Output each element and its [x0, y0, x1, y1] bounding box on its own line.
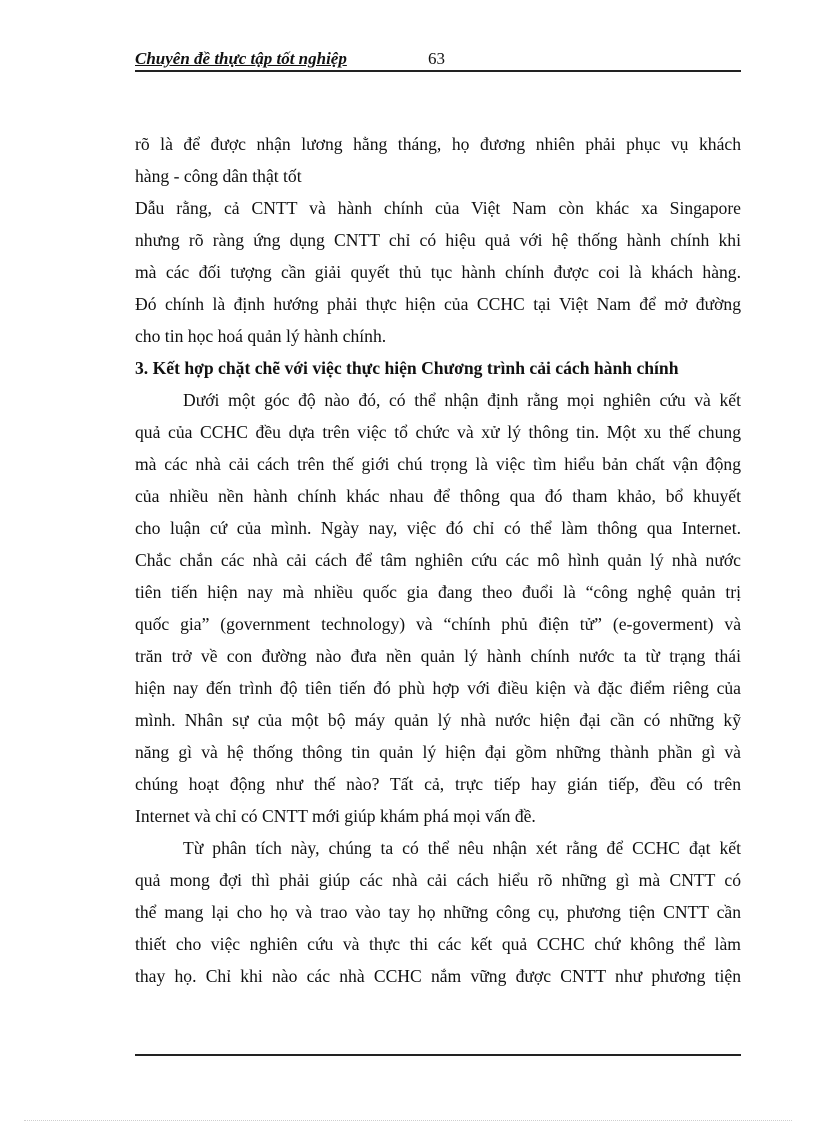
text-line: chúng hoạt động như thế nào? Tất cả, trực tiếp hay gián tiếp, đều có trên: [135, 774, 741, 794]
section-heading: 3. Kết hợp chặt chẽ với việc thực hiện Chương trình cải cách hành chính: [135, 358, 679, 378]
text-line: Đó chính là định hướng phải thực hiện của CCHC tại Việt Nam để mở đường: [135, 294, 741, 314]
text-line: quốc gia” (government technology) và “chính phủ điện tử” (e-goverment) và: [135, 614, 741, 634]
page-header: [135, 48, 741, 72]
text-line: thể mang lại cho họ và trao vào tay họ những công cụ, phương tiện CNTT cần: [135, 902, 741, 922]
footer-rule: [135, 1054, 741, 1056]
text-line: rõ là để được nhận lương hằng tháng, họ đương nhiên phải phục vụ khách: [135, 134, 741, 154]
text-line: Chắc chắn các nhà cải cách để tâm nghiên cứu các mô hình quản lý nhà nước: [135, 550, 741, 570]
text-line: tiên tiến hiện nay mà nhiều quốc gia đang theo đuổi là “công nghệ quản trị: [135, 582, 741, 602]
text-line: nhưng rõ ràng ứng dụng CNTT chỉ có hiệu quả với hệ thống hành chính khi: [135, 230, 741, 250]
page-edge: [24, 1120, 792, 1121]
text-line: quả mong đợi thì phải giúp các nhà cải cách hiểu rõ những gì mà CNTT có: [135, 870, 741, 890]
text-line: Internet và chỉ có CNTT mới giúp khám phá mọi vấn đề.: [135, 806, 536, 826]
text-line: cho luận cứ của mình. Ngày nay, việc đó chỉ có thể làm thông qua Internet.: [135, 518, 741, 538]
page-number: 63: [428, 49, 445, 68]
text-line: Từ phân tích này, chúng ta có thể nêu nhận xét rằng để CCHC đạt kết: [183, 838, 741, 858]
text-line: Dưới một góc độ nào đó, có thể nhận định rằng mọi nghiên cứu và kết: [183, 390, 741, 410]
text-line: Dẫu rằng, cả CNTT và hành chính của Việt Nam còn khác xa Singapore: [135, 198, 741, 218]
body-text: [135, 128, 741, 992]
text-line: mình. Nhân sự của một bộ máy quản lý nhà nước hiện đại cần có những kỹ: [135, 710, 741, 730]
text-line: của nhiều nền hành chính khác nhau để thông qua đó tham khảo, bổ khuyết: [135, 486, 741, 506]
text-line: mà các đối tượng cần giải quyết thủ tục hành chính được coi là khách hàng.: [135, 262, 741, 282]
text-line: năng gì và hệ thống thông tin quản lý hiện đại gồm những thành phần gì và: [135, 742, 741, 762]
text-line: thiết cho việc nghiên cứu và thực thi các kết quả CCHC chứ không thể làm: [135, 934, 741, 954]
text-line: hàng - công dân thật tốt: [135, 166, 302, 186]
text-line: quả của CCHC đều dựa trên việc tổ chức và xử lý thông tin. Một xu thế chung: [135, 422, 741, 442]
document-title: Chuyên đề thực tập tốt nghiệp: [135, 49, 347, 68]
text-line: hiện nay đến trình độ tiên tiến đó phù hợp với điều kiện và đặc điểm riêng của: [135, 678, 741, 698]
text-line: mà các nhà cải cách trên thế giới chú trọng là việc tìm hiểu bản chất vận động: [135, 454, 741, 474]
text-line: cho tin học hoá quản lý hành chính.: [135, 326, 387, 346]
text-line: trăn trở về con đường nào đưa nền quản lý hành chính nước ta từ trạng thái: [135, 646, 741, 666]
text-line: thay họ. Chỉ khi nào các nhà CCHC nắm vững được CNTT như phương tiện: [135, 966, 741, 986]
